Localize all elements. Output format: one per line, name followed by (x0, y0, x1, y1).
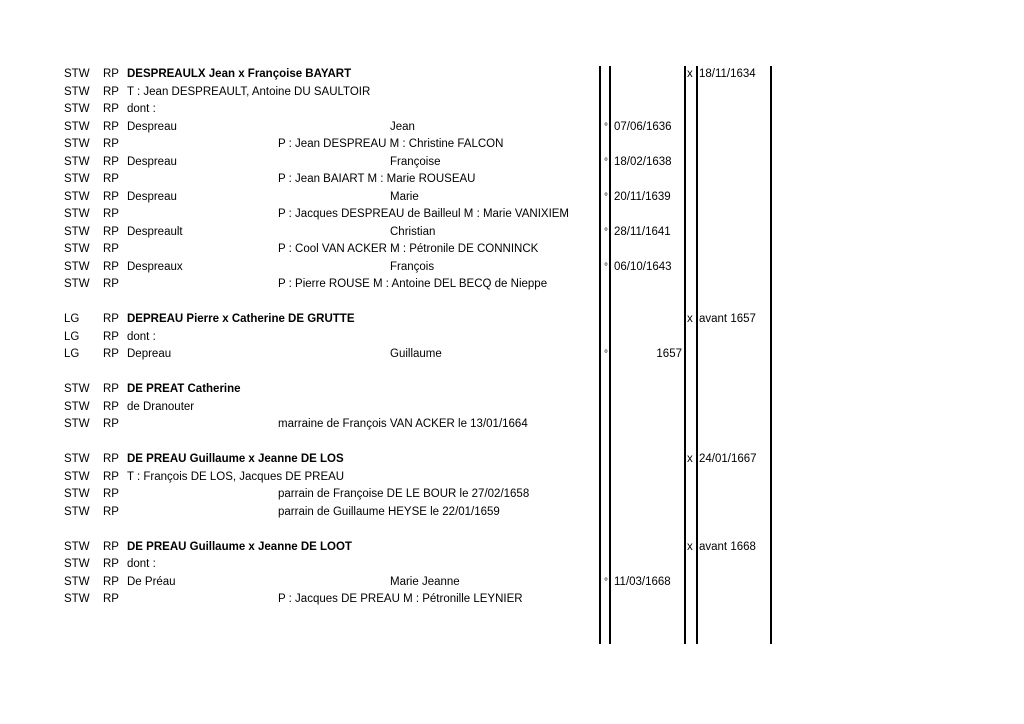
given-name: Marie Jeanne (390, 575, 460, 588)
table-row (0, 329, 1024, 347)
baptism-date: 28/11/1641 (614, 225, 671, 238)
register-code: RP (103, 278, 119, 290)
source-code: STW (64, 173, 90, 185)
entry-name: Despreau (127, 120, 177, 133)
marriage-date: 18/11/1634 (699, 68, 756, 80)
register-code: RP (103, 190, 119, 203)
source-code: STW (64, 383, 90, 395)
table-row (0, 556, 1024, 574)
register-code: RP (103, 243, 119, 255)
entry-name: Despreault (127, 225, 183, 238)
source-code: STW (64, 470, 90, 483)
entry-name: Depreau (127, 348, 172, 360)
table-row (0, 504, 1024, 522)
marriage-date: avant 1668 (699, 540, 756, 553)
entry-name: DE PREAT Catherine (127, 383, 241, 395)
source-code: STW (64, 68, 90, 80)
entry-name: T : Jean DESPREAULT, Antoine DU SAULTOIR (127, 85, 371, 98)
source-code: STW (64, 488, 90, 500)
register-code: RP (103, 208, 119, 220)
baptism-date: 06/10/1643 (614, 260, 672, 273)
entry-name: De Préau (127, 575, 176, 588)
entry-detail: P : Pierre ROUSE M : Antoine DEL BECQ de Nieppe (278, 278, 548, 290)
entry-name: Despreau (127, 155, 177, 168)
marriage-date: 24/01/1667 (699, 453, 757, 465)
marriage-mark: x (687, 540, 693, 553)
given-name: Françoise (390, 155, 441, 168)
table-row (0, 189, 1024, 207)
table-row (0, 364, 1024, 382)
source-code: STW (64, 558, 90, 570)
entry-detail: P : Jacques DE PREAU M : Pétronille LEYNIER (278, 593, 523, 605)
register-code: RP (103, 453, 119, 465)
entry-detail: P : Cool VAN ACKER M : Pétronile DE CONNINCK (278, 243, 539, 255)
entry-name: Despreaux (127, 260, 183, 273)
entry-detail: P : Jacques DESPREAU de Bailleul M : Marie VANIXIEM (278, 208, 570, 220)
baptism-date: 1657 (656, 348, 682, 360)
table-row (0, 259, 1024, 277)
source-code: STW (64, 400, 90, 413)
table-row (0, 276, 1024, 294)
register-code: RP (103, 558, 119, 570)
source-code: STW (64, 575, 90, 588)
table-row (0, 119, 1024, 137)
source-code: STW (64, 190, 90, 203)
marriage-mark: x (687, 313, 693, 325)
baptism-mark: ° (604, 226, 608, 238)
given-name: Marie (390, 190, 419, 203)
table-row (0, 84, 1024, 102)
entry-name: DE PREAU Guillaume x Jeanne DE LOS (127, 453, 344, 465)
register-code: RP (103, 68, 119, 80)
source-code: STW (64, 155, 90, 168)
table-row (0, 521, 1024, 539)
baptism-mark: ° (604, 191, 608, 203)
register-code: RP (103, 173, 119, 185)
table-row (0, 434, 1024, 452)
register-code: RP (103, 400, 119, 413)
entry-name: Despreau (127, 190, 177, 203)
table-row (0, 346, 1024, 364)
entry-detail: P : Jean BAIART M : Marie ROUSEAU (278, 173, 476, 185)
marriage-mark: x (687, 68, 693, 80)
register-code: RP (103, 103, 119, 115)
table-row (0, 136, 1024, 154)
source-code: STW (64, 85, 90, 98)
entry-detail: marraine de François VAN ACKER le 13/01/1664 (278, 418, 528, 430)
table-row (0, 574, 1024, 592)
given-name: François (390, 260, 435, 273)
baptism-date: 18/02/1638 (614, 155, 672, 168)
source-code: STW (64, 593, 90, 605)
source-code: STW (64, 138, 90, 150)
table-row (0, 539, 1024, 557)
table-row (0, 224, 1024, 242)
register-code: RP (103, 575, 119, 588)
entry-detail: parrain de Guillaume HEYSE le 22/01/1659 (278, 505, 500, 518)
table-row (0, 451, 1024, 469)
source-code: STW (64, 225, 90, 238)
source-code: STW (64, 278, 90, 290)
entry-detail: parrain de Françoise DE LE BOUR le 27/02/1658 (278, 488, 530, 500)
source-code: STW (64, 120, 90, 133)
table-row (0, 206, 1024, 224)
table-row (0, 294, 1024, 312)
table-row (0, 416, 1024, 434)
register-code: RP (103, 138, 119, 150)
table-row (0, 154, 1024, 172)
baptism-mark: ° (604, 576, 608, 588)
source-code: STW (64, 505, 90, 518)
entry-name: dont : (127, 330, 156, 343)
register-code: RP (103, 488, 119, 500)
register-code: RP (103, 225, 119, 238)
baptism-mark: ° (604, 349, 608, 360)
table-row (0, 311, 1024, 329)
register-code: RP (103, 348, 119, 360)
source-code: LG (64, 348, 80, 360)
table-row (0, 399, 1024, 417)
entry-name: T : François DE LOS, Jacques DE PREAU (127, 470, 345, 483)
entry-name: DE PREAU Guillaume x Jeanne DE LOOT (127, 540, 352, 553)
baptism-mark: ° (604, 156, 608, 168)
marriage-date: avant 1657 (699, 313, 756, 325)
register-code: RP (103, 120, 119, 133)
source-code: STW (64, 453, 90, 465)
entry-detail: P : Jean DESPREAU M : Christine FALCON (278, 138, 504, 150)
source-code: STW (64, 243, 90, 255)
source-code: LG (64, 330, 80, 343)
register-code: RP (103, 593, 119, 605)
register-code: RP (103, 313, 119, 325)
source-code: STW (64, 418, 90, 430)
register-code: RP (103, 505, 119, 518)
entry-name: dont : (127, 558, 156, 570)
source-code: STW (64, 103, 90, 115)
table-row (0, 171, 1024, 189)
marriage-mark: x (687, 453, 693, 465)
baptism-mark: ° (604, 121, 608, 133)
register-code: RP (103, 260, 119, 273)
table-row (0, 101, 1024, 119)
source-code: STW (64, 540, 90, 553)
baptism-mark: ° (604, 261, 608, 273)
entry-name: DEPREAU Pierre x Catherine DE GRUTTE (127, 313, 355, 325)
table-row (0, 486, 1024, 504)
given-name: Jean (390, 120, 415, 133)
register-code: RP (103, 470, 119, 483)
table-row (0, 591, 1024, 609)
baptism-date: 07/06/1636 (614, 120, 672, 133)
given-name: Christian (390, 225, 436, 238)
register-code: RP (103, 155, 119, 168)
register-code: RP (103, 85, 119, 98)
register-code: RP (103, 540, 119, 553)
source-code: STW (64, 208, 90, 220)
entry-name: dont : (127, 103, 156, 115)
register-code: RP (103, 383, 119, 395)
source-code: STW (64, 260, 90, 273)
table-row (0, 381, 1024, 399)
entry-name: DESPREAULX Jean x Françoise BAYART (127, 68, 352, 80)
baptism-date: 20/11/1639 (614, 190, 671, 203)
baptism-date: 11/03/1668 (614, 575, 671, 588)
table-row (0, 469, 1024, 487)
register-code: RP (103, 418, 119, 430)
source-code: LG (64, 313, 80, 325)
entry-name: de Dranouter (127, 400, 195, 413)
register-code: RP (103, 330, 119, 343)
given-name: Guillaume (390, 348, 442, 360)
table-row (0, 66, 1024, 84)
table-row (0, 241, 1024, 259)
